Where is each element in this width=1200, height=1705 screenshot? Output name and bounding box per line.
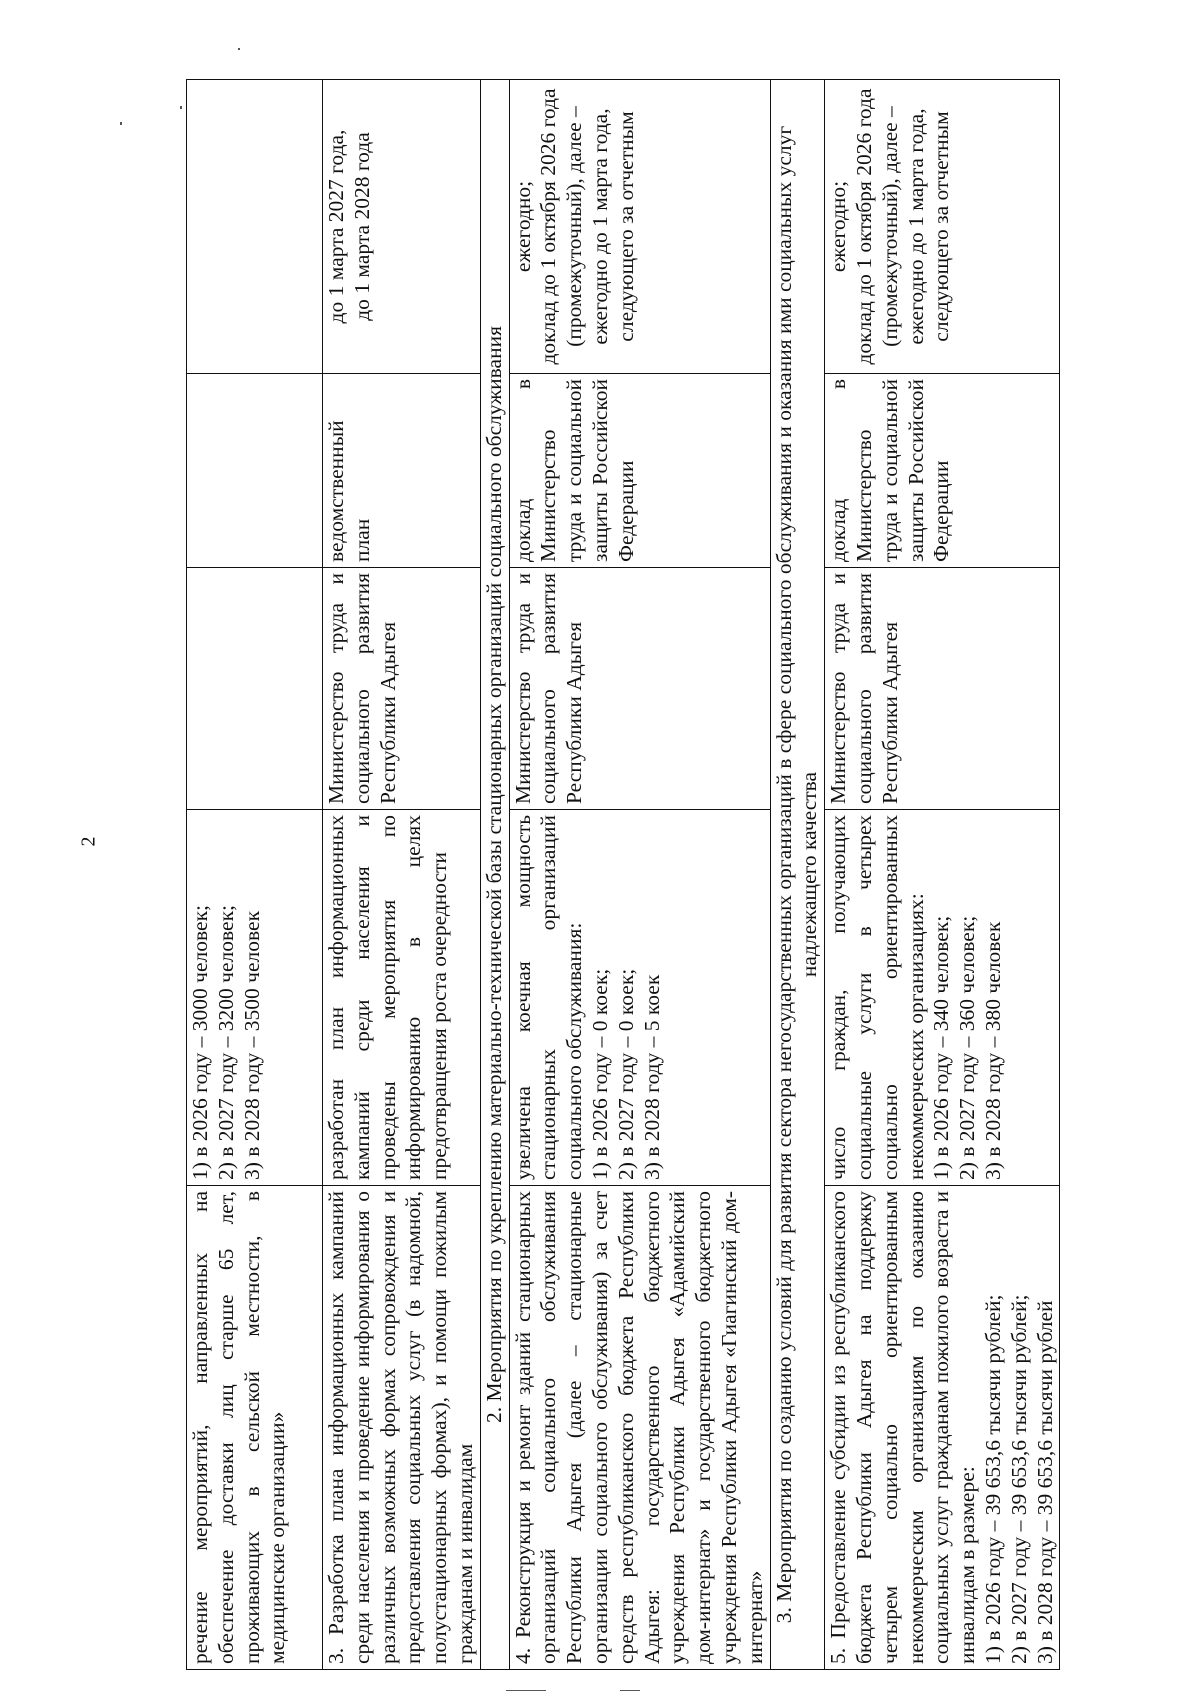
- rotated-table-container: [186, 80, 1057, 1670]
- scan-mark: [620, 1690, 640, 1691]
- scan-mark: [180, 106, 182, 109]
- document-cell: ведомственный план: [323, 374, 481, 568]
- document-cell: доклад в Министерство труда и социальной защиты Российской Федерации: [509, 374, 770, 568]
- page-number: 2: [77, 836, 100, 847]
- executor-cell: Министерство труда и социального развития Республики Адыгея: [509, 568, 770, 810]
- section-heading-row: [480, 80, 509, 1670]
- document-cell: [187, 374, 323, 568]
- result-cell: увеличена коечная мощность стационарных организаций социального обслуживания: 1) в 2026 году – 0 коек; 2) в 2027 году – 0 коек; 3) в 2028 году – 5 коек: [509, 810, 770, 1186]
- measure-cell: 3. Разработка плана информационных кампаний среди населения и проведение информирования о различных возможных формах сопровождения и предоставления социальных услуг (в надомной, полустационарных формах), и помощи пожилым гражданам и инвалидам: [323, 1186, 481, 1670]
- executor-cell: Министерство труда и социального развития Республики Адыгея: [825, 568, 1060, 810]
- measure-cell: 4. Реконструкция и ремонт зданий стационарных организаций социального обслуживания Республики Адыгея (далее – стационарные организации социального обслуживания) за счет средств республиканского бюджета Республики Адыгея: государственного бюджетного учреждения Республики Адыгея «Адамийский дом-интернат» и государственного бюджетного учреждения Республики Адыгея «Гиагинский дом-интернат»: [509, 1186, 770, 1670]
- table-row: [323, 80, 481, 1670]
- result-cell: разработан план информационных кампаний среди населения и проведены мероприятия по информированию в целях предотвращения роста очередности: [323, 810, 481, 1186]
- deadline-cell: ежегодно; доклад до 1 октября 2026 года (промежуточный), далее – ежегодно до 1 марта года, следующего за отчетным: [509, 80, 770, 374]
- section-heading: 2. Мероприятия по укреплению материально-технической базы стационарных организаций социального обслуживания: [480, 80, 509, 1670]
- measure-cell: речение мероприятий, направленных на обеспечение доставки лиц старше 65 лет, проживающих в сельской местности, в медицинские организации»: [187, 1186, 323, 1670]
- result-cell: число граждан, получающих социальные услуги в четырех социально ориентированных некоммерческих организациях: 1) в 2026 году – 340 человек; 2) в 2027 году – 360 человек; 3) в 2028 году – 380 человек: [825, 810, 1060, 1186]
- section-heading-row: [770, 80, 825, 1670]
- deadline-cell: до 1 марта 2027 года, до 1 марта 2028 года: [323, 80, 481, 374]
- scan-mark: [120, 122, 122, 125]
- deadline-cell: ежегодно; доклад до 1 октября 2026 года (промежуточный), далее – ежегодно до 1 марта года, следующего за отчетным: [825, 80, 1060, 374]
- table-row: [825, 80, 1060, 1670]
- scan-mark: [506, 1690, 546, 1691]
- table-row: [187, 80, 323, 1670]
- executor-cell: [187, 568, 323, 810]
- scan-mark: [238, 48, 240, 50]
- document-cell: доклад в Министерство труда и социальной защиты Российской Федерации: [825, 374, 1060, 568]
- result-cell: 1) в 2026 году – 3000 человек; 2) в 2027 году – 3200 человек; 3) в 2028 году – 3500 человек: [187, 810, 323, 1186]
- measures-table: [186, 79, 1060, 1670]
- measure-cell: 5. Предоставление субсидии из республиканского бюджета Республики Адыгея на поддержку четырем социально ориентированным некоммерческим организациям по оказанию социальных услуг гражданам пожилого возраста и инвалидам в размере: 1) в 2026 году – 39 653,6 тысячи рублей; 2) в 2027 году – 39 653,6 тысячи рублей; 3) в 2028 году – 39 653,6 тысячи рублей: [825, 1186, 1060, 1670]
- table-row: [509, 80, 770, 1670]
- deadline-cell: [187, 80, 323, 374]
- measures-table-body: [187, 80, 1060, 1670]
- section-heading: 3. Мероприятия по созданию условий для развития сектора негосударственных организаций в сфере социального обслуживания и оказания ими социальных услуг надлежащего качества: [770, 80, 825, 1670]
- executor-cell: Министерство труда и социального развития Республики Адыгея: [323, 568, 481, 810]
